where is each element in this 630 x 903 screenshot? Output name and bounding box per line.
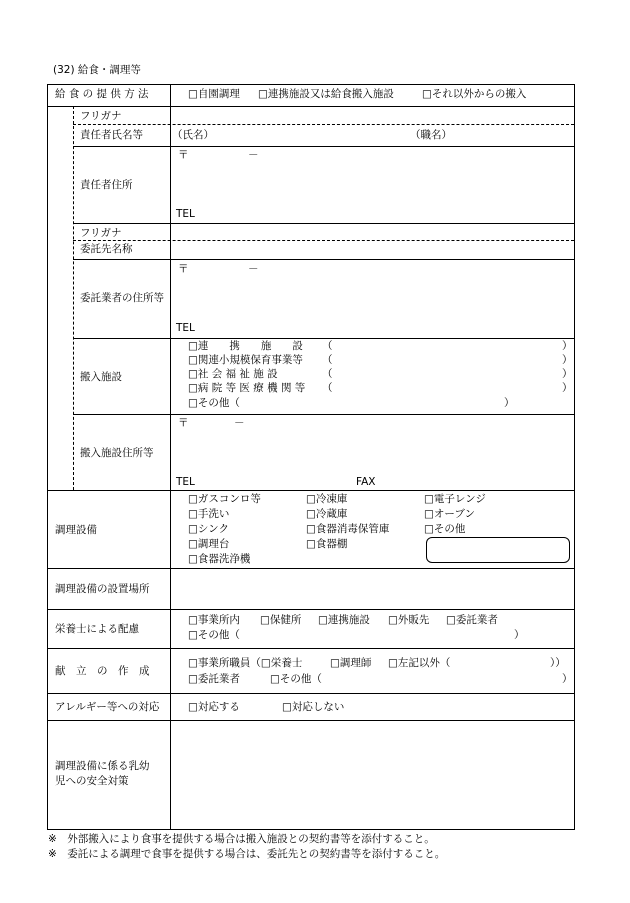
hannyu-label: 搬入施設 <box>80 371 122 383</box>
checkbox-hannyu-other[interactable]: □その他（ <box>188 397 240 409</box>
postal-mark: 〒 <box>178 149 189 161</box>
itaku-furigana-label: フリガナ <box>80 227 122 239</box>
postal-dash: － <box>248 149 259 161</box>
postal-dash: － <box>248 263 259 275</box>
checkbox-setsubi-other[interactable]: □その他 <box>424 523 466 535</box>
setsubi-other-field[interactable] <box>426 537 570 563</box>
note-2: ※ 委託による調理で食事を提供する場合は、委託先との契約書等を添付すること。 <box>48 848 446 860</box>
tel-label: TEL <box>176 476 195 488</box>
eiyoushi-label: 栄養士による配慮 <box>55 623 139 635</box>
paren-close: ） <box>504 397 515 409</box>
checkbox-eiyo-other[interactable]: □その他（ <box>188 629 240 641</box>
shokumei-label: （職名） <box>410 129 452 141</box>
paren-close: ） <box>514 629 525 641</box>
checkbox-sink[interactable]: □シンク <box>188 523 229 535</box>
checkbox-reizouko[interactable]: □冷蔵庫 <box>306 508 348 520</box>
fax-label: FAX <box>356 476 376 488</box>
checkbox-shokki-senjo[interactable]: □食器洗浄機 <box>188 553 251 565</box>
checkbox-kondate-itaku[interactable]: □委託業者 <box>188 673 240 685</box>
hannyu-address-label: 搬入施設住所等 <box>80 447 154 459</box>
anzen-label-line2: 児への安全対策 <box>55 775 129 787</box>
postal-mark: 〒 <box>178 417 189 429</box>
checkbox-jien[interactable]: □自園調理 <box>188 88 240 100</box>
checkbox-renkei[interactable]: □連携施設又は給食搬入施設 <box>258 88 394 100</box>
checkbox-chourishi[interactable]: □調理師 <box>330 657 372 669</box>
kondate-label: 献 立 の 作 成 <box>55 665 150 677</box>
kyushoku-method-label: 給 食 の 提 供 方 法 <box>55 88 149 100</box>
checkbox-gas[interactable]: □ガスコンロ等 <box>188 493 261 505</box>
section-title: (32) 給食・調理等 <box>53 64 141 76</box>
tel-label: TEL <box>176 208 195 220</box>
checkbox-shokkidana[interactable]: □食器棚 <box>306 538 348 550</box>
checkbox-tearai[interactable]: □手洗い <box>188 508 230 520</box>
paren-open: （ <box>322 340 333 352</box>
checkbox-kanren-shokibo[interactable]: □関連小規模保育事業等 <box>188 354 303 366</box>
paren-close: ） <box>562 673 573 685</box>
checkbox-reitouko[interactable]: □冷凍庫 <box>306 493 348 505</box>
checkbox-shokki-shodoku[interactable]: □食器消毒保管庫 <box>306 523 390 535</box>
checkbox-kondate-other[interactable]: □その他（ <box>270 673 322 685</box>
checkbox-taiou-suru[interactable]: □対応する <box>188 701 240 713</box>
checkbox-denshi-range[interactable]: □電子レンジ <box>424 493 486 505</box>
postal-mark: 〒 <box>178 263 189 275</box>
checkbox-renkei-shisetsu[interactable]: □連 携 施 設 <box>188 340 303 352</box>
paren-open: （ <box>322 354 333 366</box>
postal-dash: － <box>234 417 245 429</box>
checkbox-byoin[interactable]: □病 院 等 医 療 機 関 等 <box>188 382 306 394</box>
checkbox-hokenjo[interactable]: □保健所 <box>260 614 302 626</box>
setsubi-label: 調理設備 <box>55 524 97 536</box>
checkbox-gaihan[interactable]: □外販先 <box>388 614 430 626</box>
paren-open: （ <box>322 368 333 380</box>
sekinin-address-label: 責任者住所 <box>80 179 133 191</box>
checkbox-jigyosho-shokuin[interactable]: □事業所職員（□栄養士 <box>188 657 303 669</box>
checkbox-taiou-shinai[interactable]: □対応しない <box>282 701 345 713</box>
anzen-label-line1: 調理設備に係る乳幼 <box>55 760 150 772</box>
paren-close: ） <box>562 340 573 352</box>
note-1: ※ 外部搬入により食事を提供する場合は搬入施設との契約書等を添付すること。 <box>48 833 435 845</box>
checkbox-jigyosho[interactable]: □事業所内 <box>188 614 240 626</box>
checkbox-eiyo-renkei[interactable]: □連携施設 <box>318 614 370 626</box>
sekinin-furigana-label: フリガナ <box>80 110 122 122</box>
shimei-label: （氏名） <box>172 129 214 141</box>
paren-close: ） <box>562 354 573 366</box>
checkbox-itaku-gyosha[interactable]: □委託業者 <box>446 614 498 626</box>
basho-label: 調理設備の設置場所 <box>55 583 150 595</box>
checkbox-other-source[interactable]: □それ以外からの搬入 <box>422 88 527 100</box>
checkbox-shakai-fukushi[interactable]: □社 会 福 祉 施 設 <box>188 368 278 380</box>
sekinin-name-label: 責任者氏名等 <box>80 129 143 141</box>
paren-close: ） <box>562 368 573 380</box>
checkbox-chouridai[interactable]: □調理台 <box>188 538 230 550</box>
allergy-label: アレルギー等への対応 <box>55 701 160 713</box>
paren-close: ）） <box>550 657 566 669</box>
checkbox-saki-igai[interactable]: □左記以外（ <box>388 657 451 669</box>
checkbox-oven[interactable]: □オーブン <box>424 508 475 520</box>
itaku-name-label: 委託先名称 <box>80 243 133 255</box>
itaku-address-label: 委託業者の住所等 <box>80 292 164 304</box>
paren-open: （ <box>322 382 333 394</box>
tel-label: TEL <box>176 322 195 334</box>
paren-close: ） <box>562 382 573 394</box>
